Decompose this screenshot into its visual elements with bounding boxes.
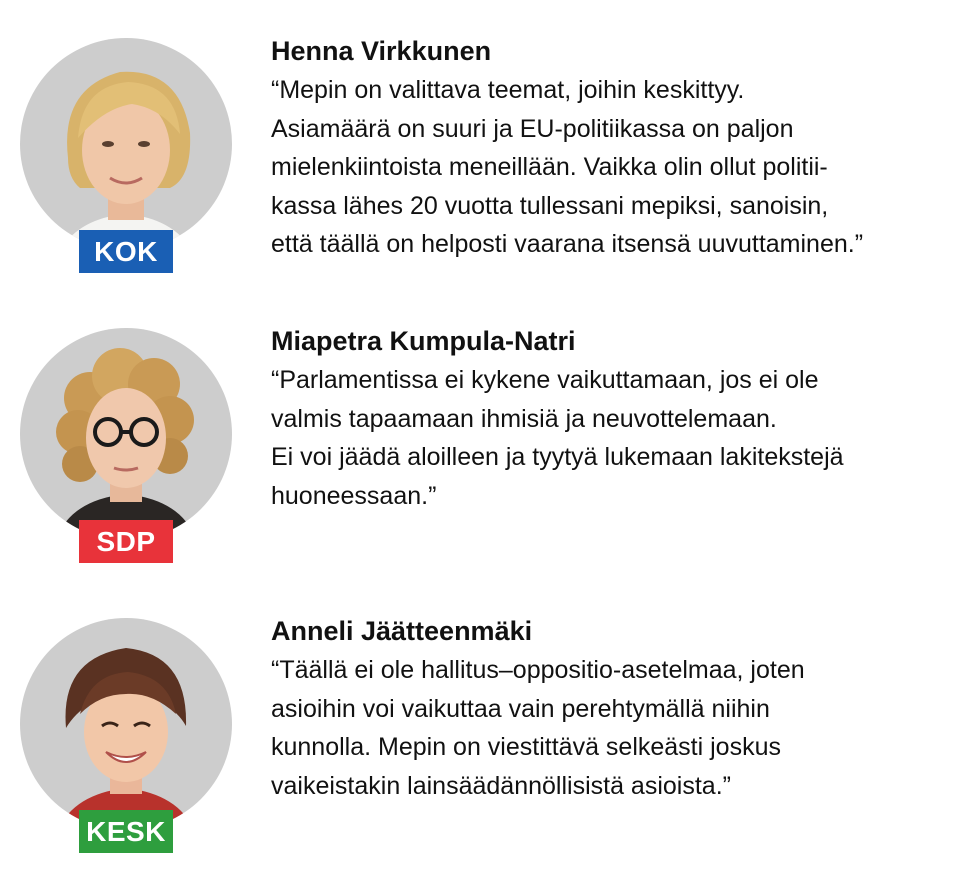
quote	[271, 71, 951, 264]
quote-line: kunnolla. Mepin on viestittävä selkeästi joskus	[271, 733, 781, 761]
avatar	[20, 328, 232, 540]
quote-line: Asiamäärä on suuri ja EU-politiikassa on paljon	[271, 114, 794, 143]
avatar	[20, 618, 232, 830]
person-name: Anneli Jäätteenmäki	[271, 616, 533, 646]
quote-line: että täällä on helposti vaarana itsensä uuvuttaminen.”	[271, 230, 864, 258]
quote-line: “Mepin on valittava teemat, joihin keskittyy.	[271, 76, 745, 104]
text-block	[271, 323, 951, 515]
quote	[271, 361, 951, 515]
quote-line: huoneessaan.”	[271, 481, 437, 510]
avatar-group	[20, 618, 232, 858]
text-block	[271, 613, 951, 805]
party-badge: KESK	[79, 810, 173, 853]
portrait-curly-hair-glasses-icon	[20, 328, 232, 540]
quote-line: valmis tapaamaan ihmisiä ja neuvottelemaan.	[271, 404, 777, 433]
quote	[271, 651, 951, 805]
avatar-group	[20, 38, 232, 278]
quote-line: asioihin voi vaikuttaa vain perehtymällä niihin	[271, 694, 770, 723]
portrait-blonde-short-hair-icon	[20, 38, 232, 250]
party-badge: SDP	[79, 520, 173, 563]
text-block	[271, 33, 951, 264]
party-badge: KOK	[79, 230, 173, 273]
quote-line: vaikeistakin lainsäädännöllisistä asioista.”	[271, 771, 731, 800]
quote-line: kassa lähes 20 vuotta tullessani mepiksi, sanoisin,	[271, 191, 829, 220]
person-name: Miapetra Kumpula-Natri	[271, 326, 576, 356]
quote-line: mielenkiintoista meneillään. Vaikka olin ollut politii-	[271, 153, 828, 181]
person-name: Henna Virkkunen	[271, 36, 492, 66]
avatar	[20, 38, 232, 250]
avatar-group	[20, 328, 232, 568]
quote-line: “Täällä ei ole hallitus–oppositio-asetelmaa, joten	[271, 656, 805, 684]
portrait-dark-short-hair-icon	[20, 618, 232, 830]
quote-line: “Parlamentissa ei kykene vaikuttamaan, jos ei ole	[271, 366, 819, 394]
quote-line: Ei voi jäädä aloilleen ja tyytyä lukemaan lakitekstejä	[271, 443, 844, 471]
